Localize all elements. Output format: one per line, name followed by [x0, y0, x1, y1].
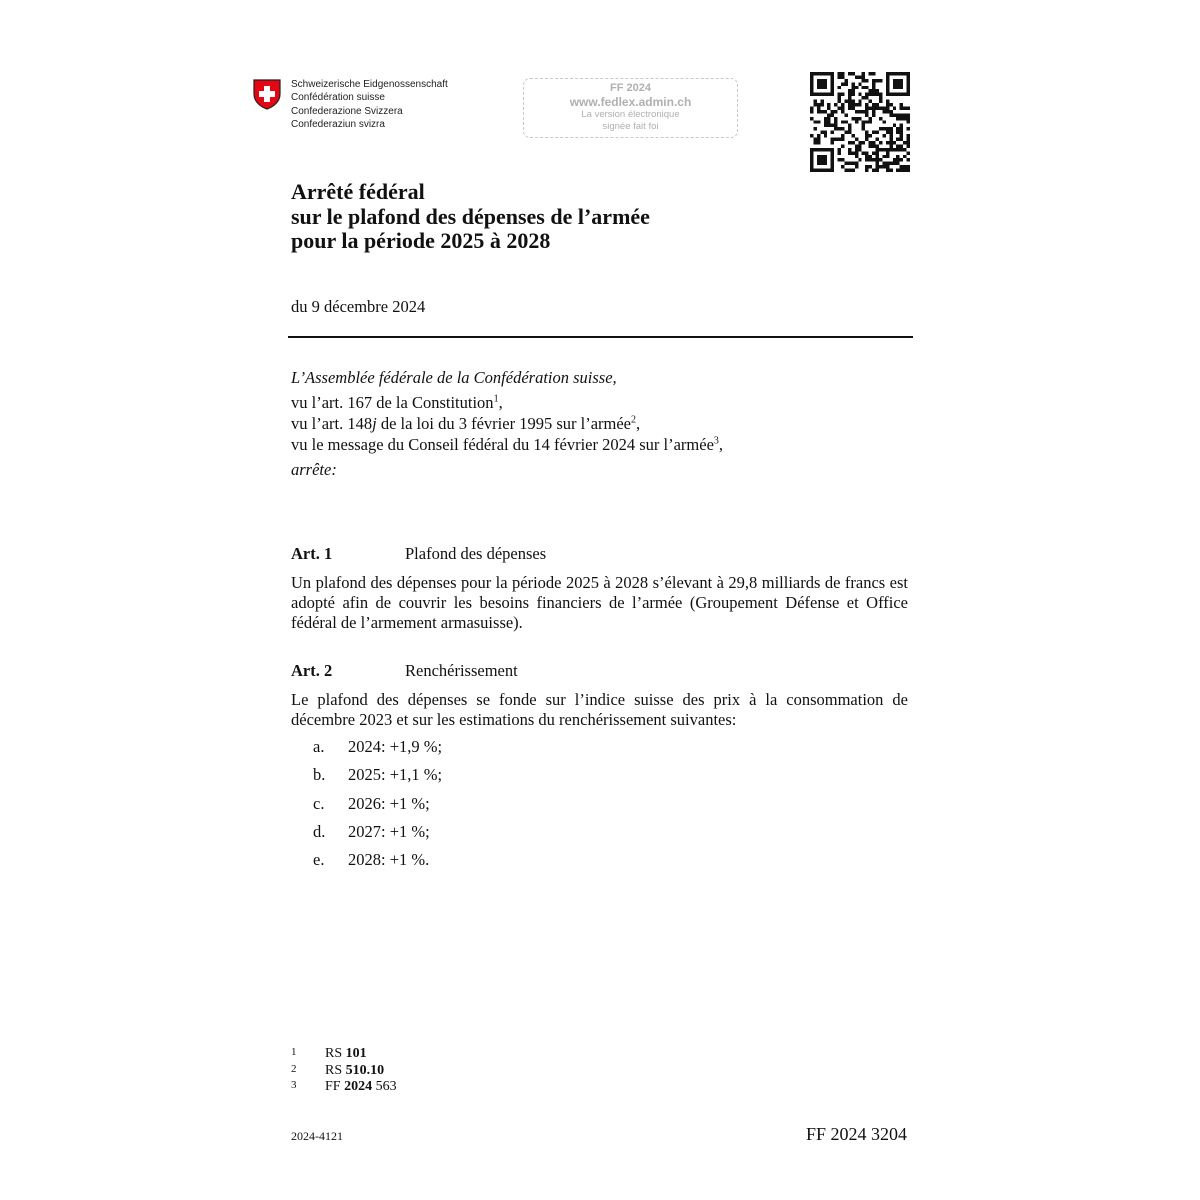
electronic-version-stamp — [523, 78, 738, 138]
stamp-text-2: signée fait foi — [602, 120, 659, 132]
preamble-assembly: L’Assemblée fédérale de la Confédération suisse, — [291, 368, 617, 387]
stamp-url: www.fedlex.admin.ch — [569, 95, 692, 109]
title-line-1: Arrêté fédéral — [291, 179, 425, 204]
title-divider — [288, 336, 913, 338]
stamp-text-1: La version électronique — [581, 109, 680, 120]
list-item: d. 2027: +1 %; — [313, 821, 430, 841]
list-item: b. 2025: +1,1 %; — [313, 765, 443, 785]
footnote-2: 2 RS 510.10 — [291, 1062, 385, 1078]
art1-text: Un plafond des dépenses pour la période 2025 à 2028 s’élevant à 29,8 milliards de francs est adopté afin de couvrir les besoins financiers de l’armée (Groupement Défense et Office fédéral de l’armement armasuisse). — [291, 573, 908, 632]
footnote-ref-3[interactable]: 3 — [713, 435, 719, 447]
confederation-name-fr: Confédération suisse — [291, 92, 385, 104]
art2-title: Renchérissement — [405, 661, 518, 680]
confederation-name-rm: Confederaziun svizra — [291, 118, 385, 130]
title-line-3: pour la période 2025 à 2028 — [291, 228, 551, 253]
preamble-arrete: arrête: — [291, 460, 337, 479]
confederation-name-de: Schweizerische Eidgenossenschaft — [291, 79, 448, 90]
title-line-2: sur le plafond des dépenses de l’armée — [291, 203, 650, 229]
document-date: du 9 décembre 2024 — [291, 297, 426, 316]
preamble — [291, 367, 723, 480]
list-item: a. 2024: +1,9 %; — [313, 737, 443, 756]
list-item: c. 2026: +1 %; — [313, 793, 430, 813]
stamp-ff: FF 2024 — [610, 82, 651, 94]
art2-number: Art. 2 — [291, 661, 333, 680]
footnote-3: 3 FF 2024 563 — [291, 1079, 397, 1094]
swiss-cross-icon — [253, 79, 281, 110]
footnote-ref-1[interactable]: 1 — [493, 393, 499, 405]
footnotes — [291, 1046, 397, 1096]
list-item: e. 2028: +1 %. — [313, 850, 430, 870]
art1-title: Plafond des dépenses — [405, 544, 547, 563]
inflation-list — [313, 737, 442, 878]
qr-code-icon — [810, 72, 910, 172]
ff-reference: FF 2024 3204 — [806, 1124, 908, 1144]
preamble-vu-constitution: vu l’art. 167 de la Constitution$^1$, — [291, 393, 503, 412]
preamble-vu-loi: vu l’art. 148j de la loi du 3 février 1995 sur l’armée$^2$, — [291, 414, 641, 433]
footnote-ref-2[interactable]: 2 — [631, 414, 636, 426]
confederation-name-it: Confederazione Svizzera — [291, 105, 403, 117]
preamble-vu-message: vu le message du Conseil fédéral du 14 février 2024 sur l’armée$^3$, — [291, 435, 724, 454]
art1-number: Art. 1 — [291, 544, 333, 563]
footnote-1: 1 RS 101 — [291, 1046, 367, 1061]
document-number: 2024-4121 — [291, 1129, 343, 1143]
art2-text: Le plafond des dépenses se fonde sur l’indice suisse des prix à la consommation de décembre 2023 et sur les estimations du renchérissement suivantes: — [291, 690, 908, 729]
art2-heading — [291, 661, 518, 681]
art1-heading — [291, 544, 546, 564]
document-title — [291, 180, 650, 254]
confederation-names — [291, 78, 448, 131]
